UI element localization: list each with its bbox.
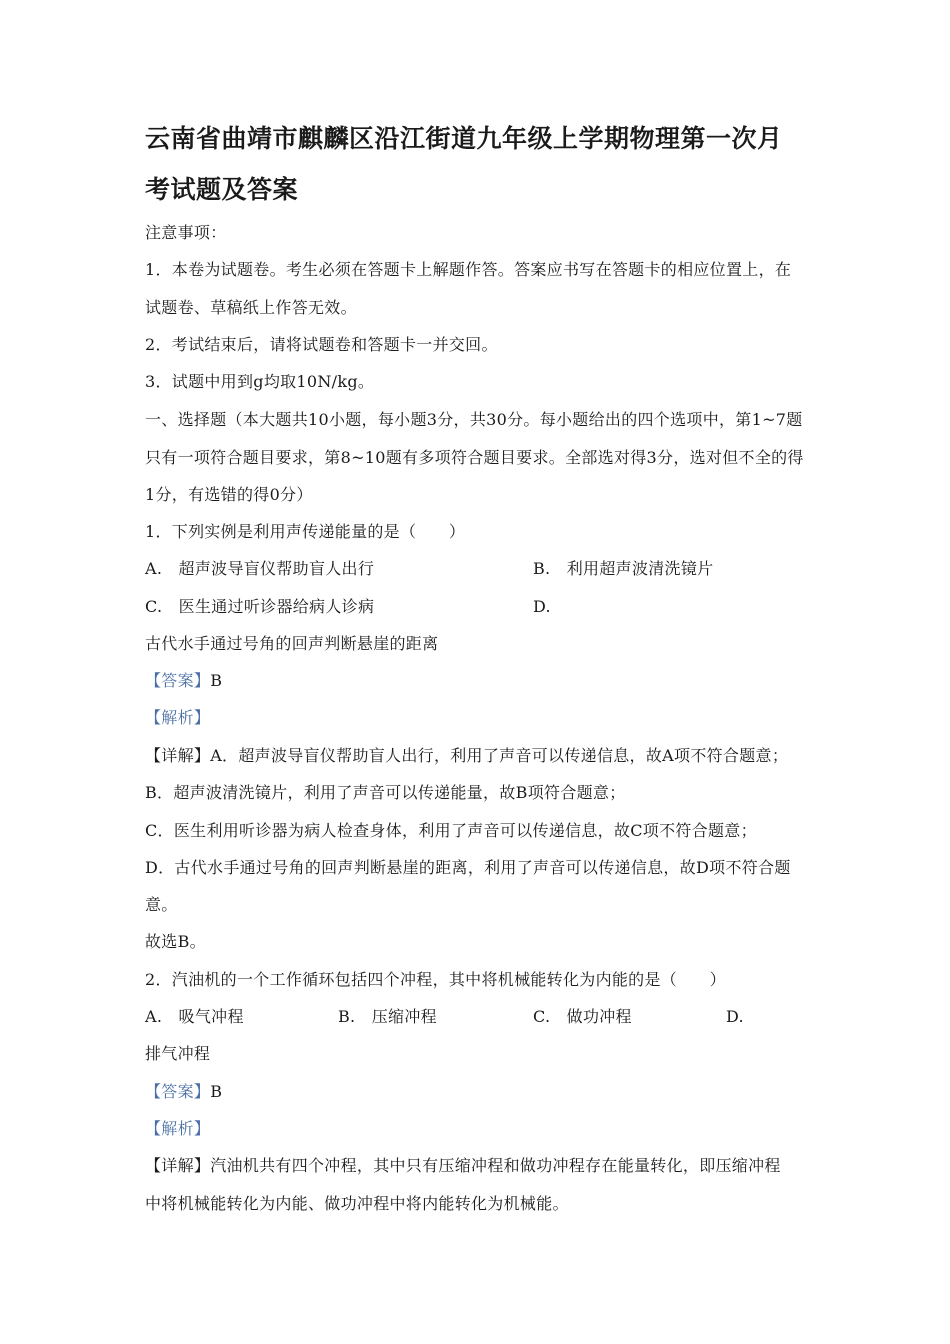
q2-option-d-label: D.: [726, 1007, 744, 1026]
answer-tag: 【答案】: [145, 671, 211, 690]
detail-text: A．超声波导盲仪帮助盲人出行，利用了声音可以传递信息，故A项不符合题意；: [210, 746, 789, 765]
q1-option-c: C. 医生通过听诊器给病人诊病: [145, 597, 375, 616]
section-1-intro-line-2: 只有一项符合题目要求，第8~10题有多项符合题目要求。全部选对得3分，选对但不全的得: [145, 448, 804, 467]
document-title-line-2: 考试题及答案: [145, 175, 299, 204]
q2-answer: [145, 1081, 222, 1103]
q1-detail-d-line-1: D．古代水手通过号角的回声判断悬崖的距离，利用了声音可以传递信息，故D项不符合题: [145, 858, 791, 877]
q1-detail-c: C．医生利用听诊器为病人检查身体，利用了声音可以传递信息，故C项不符合题意；: [145, 821, 757, 840]
document-title-line-1: 云南省曲靖市麒麟区沿江街道九年级上学期物理第一次月: [145, 124, 783, 153]
q1-answer: [145, 670, 222, 692]
q1-detail-b: B．超声波清洗镜片，利用了声音可以传递能量，故B项符合题意；: [145, 783, 626, 802]
q2-detail-line-1: [145, 1155, 781, 1177]
notice-item-2: 2．考试结束后，请将试题卷和答题卡一并交回。: [145, 335, 498, 354]
notice-heading: 注意事项：: [145, 223, 227, 242]
notice-item-1a: 1．本卷为试题卷。考生必须在答题卡上解题作答。答案应书写在答题卡的相应位置上，在: [145, 260, 792, 279]
q1-option-d-text: 古代水手通过号角的回声判断悬崖的距离: [145, 634, 439, 653]
q2-option-a: A. 吸气冲程: [145, 1007, 244, 1026]
q1-option-a: A. 超声波导盲仪帮助盲人出行: [145, 559, 375, 578]
q2-option-d-text: 排气冲程: [145, 1044, 211, 1063]
analysis-tag: 【解析】: [145, 708, 211, 727]
q2-option-c: C. 做功冲程: [533, 1007, 632, 1026]
q1-option-d-label: D.: [533, 597, 551, 616]
section-1-intro-line-3: 1分，有选错的得0分）: [145, 485, 313, 504]
detail-tag: 【详解】: [145, 1156, 211, 1175]
answer-value: B: [210, 1082, 223, 1101]
answer-tag: 【答案】: [145, 1082, 211, 1101]
q1-option-b: B. 利用超声波清洗镜片: [533, 559, 714, 578]
answer-value: B: [210, 671, 223, 690]
q2-stem: 2．汽油机的一个工作循环包括四个冲程，其中将机械能转化为内能的是（ ）: [145, 970, 726, 989]
q2-detail-line-2: 中将机械能转化为内能、做功冲程中将内能转化为机械能。: [145, 1194, 569, 1213]
q1-conclusion: 故选B。: [145, 932, 206, 951]
section-1-intro-line-1: 一、选择题（本大题共10小题，每小题3分，共30分。每小题给出的四个选项中，第1~7题: [145, 410, 803, 429]
detail-tag: 【详解】: [145, 746, 211, 765]
detail-text: 汽油机共有四个冲程，其中只有压缩冲程和做功冲程存在能量转化，即压缩冲程: [210, 1156, 781, 1175]
notice-item-3: 3．试题中用到g均取10N/kg。: [145, 372, 375, 391]
analysis-tag: 【解析】: [145, 1119, 211, 1138]
q1-detail-d-line-2: 意。: [145, 895, 178, 914]
q1-analysis-tag: [145, 707, 210, 729]
notice-item-1b: 试题卷、草稿纸上作答无效。: [145, 298, 357, 317]
q1-detail-a: [145, 745, 788, 767]
q1-stem: 1．下列实例是利用声传递能量的是（ ）: [145, 522, 466, 541]
q2-option-b: B. 压缩冲程: [338, 1007, 437, 1026]
q2-analysis-tag: [145, 1118, 210, 1140]
